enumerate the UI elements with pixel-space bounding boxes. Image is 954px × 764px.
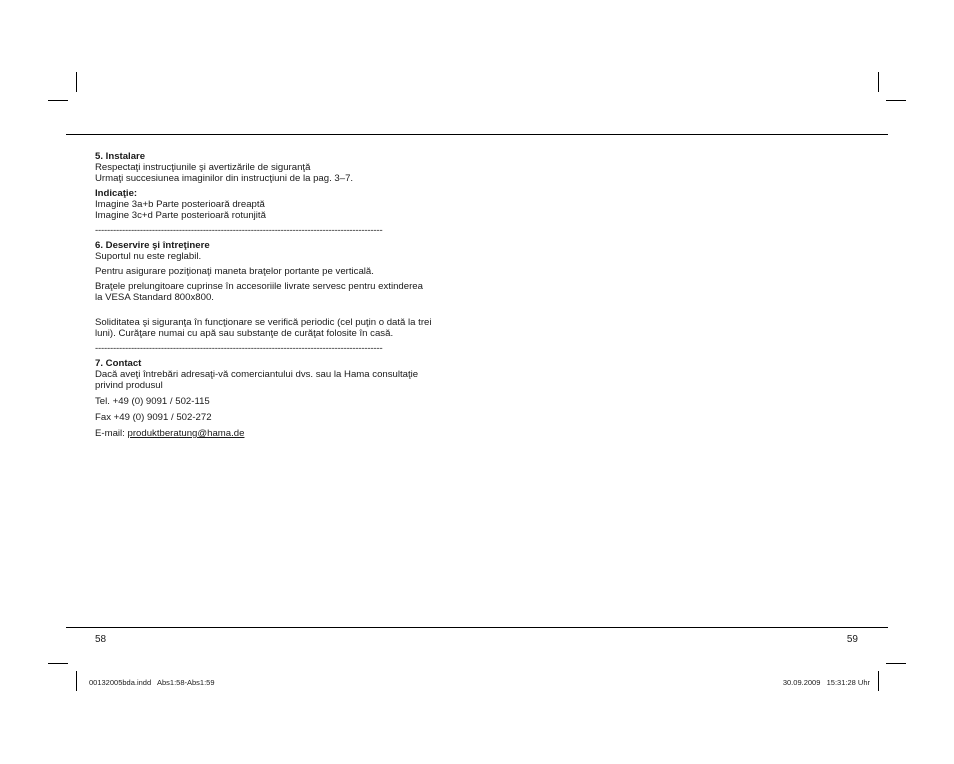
contact-heading: 7. Contact [95, 358, 142, 369]
crop-mark-top-left-horizontal [48, 100, 68, 101]
slug-timestamp: 30.09.2009 15:31:28 Uhr [782, 678, 870, 687]
crop-mark-bottom-left-vertical [76, 671, 77, 691]
installation-note-line-2: Imagine 3c+d Parte posterioară rotunjită [95, 210, 266, 221]
care-heading: 6. Deservire şi întreţinere [95, 240, 210, 251]
slug-file-info: 00132005bda.indd Abs1:58-Abs1:59 [89, 678, 215, 687]
crop-mark-top-left-vertical [76, 72, 77, 92]
installation-line-2: Urmaţi succesiunea imaginilor din instrucţiuni de la pag. 3–7. [95, 173, 354, 184]
page-content [95, 151, 465, 439]
installation-note-line-1: Imagine 3a+b Parte posterioară dreaptă [95, 199, 265, 210]
contact-email-row [95, 428, 465, 439]
contact-fax: Fax +49 (0) 9091 / 502-272 [95, 412, 212, 423]
crop-mark-bottom-right-vertical [878, 671, 879, 691]
section-separator-1: ------------------------------------------------------------------------------------------------ [95, 225, 383, 236]
installation-heading: 5. Instalare [95, 151, 146, 162]
installation-line-1: Respectaţi instrucţiunile şi avertizările de siguranţă [95, 162, 311, 173]
contact-email-link[interactable]: produktberatung@hama.de [127, 428, 245, 439]
care-paragraph-2: Pentru asigurare poziţionaţi maneta braţelor portante pe verticală. [95, 266, 374, 277]
installation-note-heading: Indicaţie: [95, 188, 138, 199]
care-paragraph-1: Suportul nu este reglabil. [95, 251, 202, 262]
contact-telephone: Tel. +49 (0) 9091 / 502-115 [95, 396, 210, 407]
crop-mark-top-right-horizontal [886, 100, 906, 101]
contact-line-1: Dacă aveţi întrebări adresaţi-vă comerciantului dvs. sau la Hama consultaţie [95, 369, 419, 380]
section-separator-2: ------------------------------------------------------------------------------------------------ [95, 343, 383, 354]
care-paragraph-4-line-2: luni). Curăţare numai cu apă sau substanţe de curăţat folosite în casă. [95, 328, 394, 339]
crop-mark-bottom-right-horizontal [886, 663, 906, 664]
page-number-right: 59 [846, 634, 858, 645]
care-paragraph-3-line-1: Braţele prelungitoare cuprinse în accesoriile livrate servesc pentru extinderea [95, 281, 423, 292]
care-paragraph-4-line-1: Soliditatea şi siguranţa în funcţionare se verifică periodic (cel puţin o dată la trei [95, 317, 432, 328]
crop-mark-bottom-left-horizontal [48, 663, 68, 664]
page-number-left: 58 [95, 634, 107, 645]
crop-mark-top-right-vertical [878, 72, 879, 92]
contact-email-label: E-mail: [95, 428, 128, 439]
contact-line-2: privind produsul [95, 380, 163, 391]
care-paragraph-3-line-2: la VESA Standard 800x800. [95, 292, 214, 303]
top-rule [66, 134, 888, 135]
bottom-rule [66, 627, 888, 628]
